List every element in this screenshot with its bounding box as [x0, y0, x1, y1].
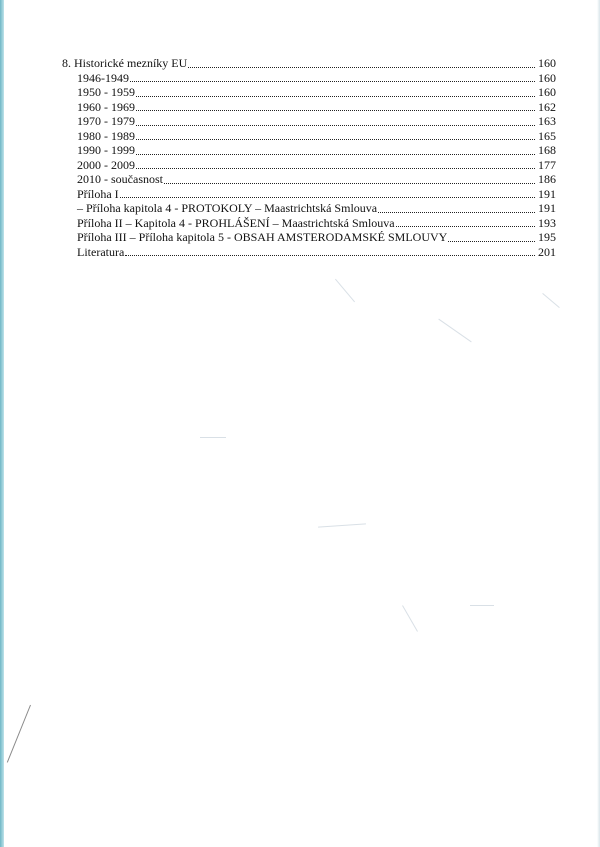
toc-entry-page: 177 [538, 157, 556, 172]
toc-leader-dots [378, 211, 535, 213]
toc-entry-page: 168 [538, 143, 556, 157]
toc-leader-dots [188, 66, 535, 68]
toc-entry-page: 191 [538, 186, 556, 201]
toc-entry[interactable] [62, 245, 556, 260]
toc-entry[interactable] [62, 158, 556, 173]
toc-leader-dots [125, 254, 535, 256]
toc-entry-title: Příloha II – Kapitola 4 - PROHLÁŠENÍ – Maastrichtská Smlouva [77, 215, 395, 230]
toc-leader-dots [120, 196, 535, 198]
toc-leader-dots [136, 153, 535, 155]
toc-entry-page: 186 [538, 172, 556, 186]
scan-speck [335, 279, 355, 303]
toc-entry[interactable] [62, 230, 556, 245]
toc-entry-title: Příloha III – Příloha kapitola 5 - OBSAH AMSTERODAMSKÉ SMLOUVY [77, 230, 448, 244]
toc-entry-page: 201 [538, 244, 556, 259]
toc-leader-dots [136, 124, 535, 126]
toc-entry-page: 193 [538, 215, 556, 230]
toc-entry[interactable] [62, 56, 556, 71]
toc-entry-title: 1990 - 1999 [77, 143, 135, 157]
toc-entry-title: 1970 - 1979 [77, 114, 135, 128]
toc-leader-dots [136, 109, 535, 111]
toc-entry-title: Literatura [77, 244, 125, 259]
toc-entry-title: 1946-1949 [77, 70, 129, 85]
toc-entry-page: 163 [538, 114, 556, 128]
toc-entry-page: 160 [538, 85, 556, 99]
toc-leader-dots [164, 182, 535, 184]
toc-leader-dots [448, 240, 535, 242]
toc-entry-title: 1950 - 1959 [77, 85, 135, 99]
toc-entry[interactable] [62, 143, 556, 158]
table-of-contents [62, 56, 556, 259]
toc-entry-title: Příloha I [77, 186, 119, 201]
toc-entry-title: 1960 - 1969 [77, 99, 135, 114]
toc-leader-dots [396, 225, 535, 227]
page-edge-left [0, 0, 4, 847]
toc-entry[interactable] [62, 201, 556, 216]
scan-mark [7, 705, 31, 763]
toc-entry-page: 191 [538, 201, 556, 215]
scan-speck [470, 605, 494, 606]
toc-entry[interactable] [62, 172, 556, 187]
toc-entry-title: 8. Historické mezníky EU [62, 56, 188, 70]
toc-entry[interactable] [62, 85, 556, 100]
toc-entry[interactable] [62, 129, 556, 144]
toc-entry-page: 160 [538, 56, 556, 70]
toc-leader-dots [136, 138, 535, 140]
scan-speck [402, 605, 418, 631]
toc-entry-page: 195 [538, 230, 556, 244]
toc-entry-title: 2010 - současnost [77, 172, 163, 186]
scan-speck [438, 319, 471, 343]
toc-leader-dots [136, 95, 535, 97]
toc-entry[interactable] [62, 216, 556, 231]
toc-entry[interactable] [62, 114, 556, 129]
toc-entry-title: 1980 - 1989 [77, 128, 135, 143]
toc-entry[interactable] [62, 187, 556, 202]
scan-speck [318, 523, 366, 527]
scan-speck [200, 437, 226, 438]
toc-entry-page: 160 [538, 70, 556, 85]
toc-leader-dots [136, 167, 535, 169]
toc-entry-page: 165 [538, 128, 556, 143]
toc-entry-page: 162 [538, 99, 556, 114]
toc-entry[interactable] [62, 100, 556, 115]
toc-entry[interactable] [62, 71, 556, 86]
toc-leader-dots [130, 80, 535, 82]
scan-speck [542, 293, 559, 308]
toc-entry-title: 2000 - 2009 [77, 157, 135, 172]
toc-entry-title: – Příloha kapitola 4 - PROTOKOLY – Maastrichtská Smlouva [77, 201, 378, 215]
